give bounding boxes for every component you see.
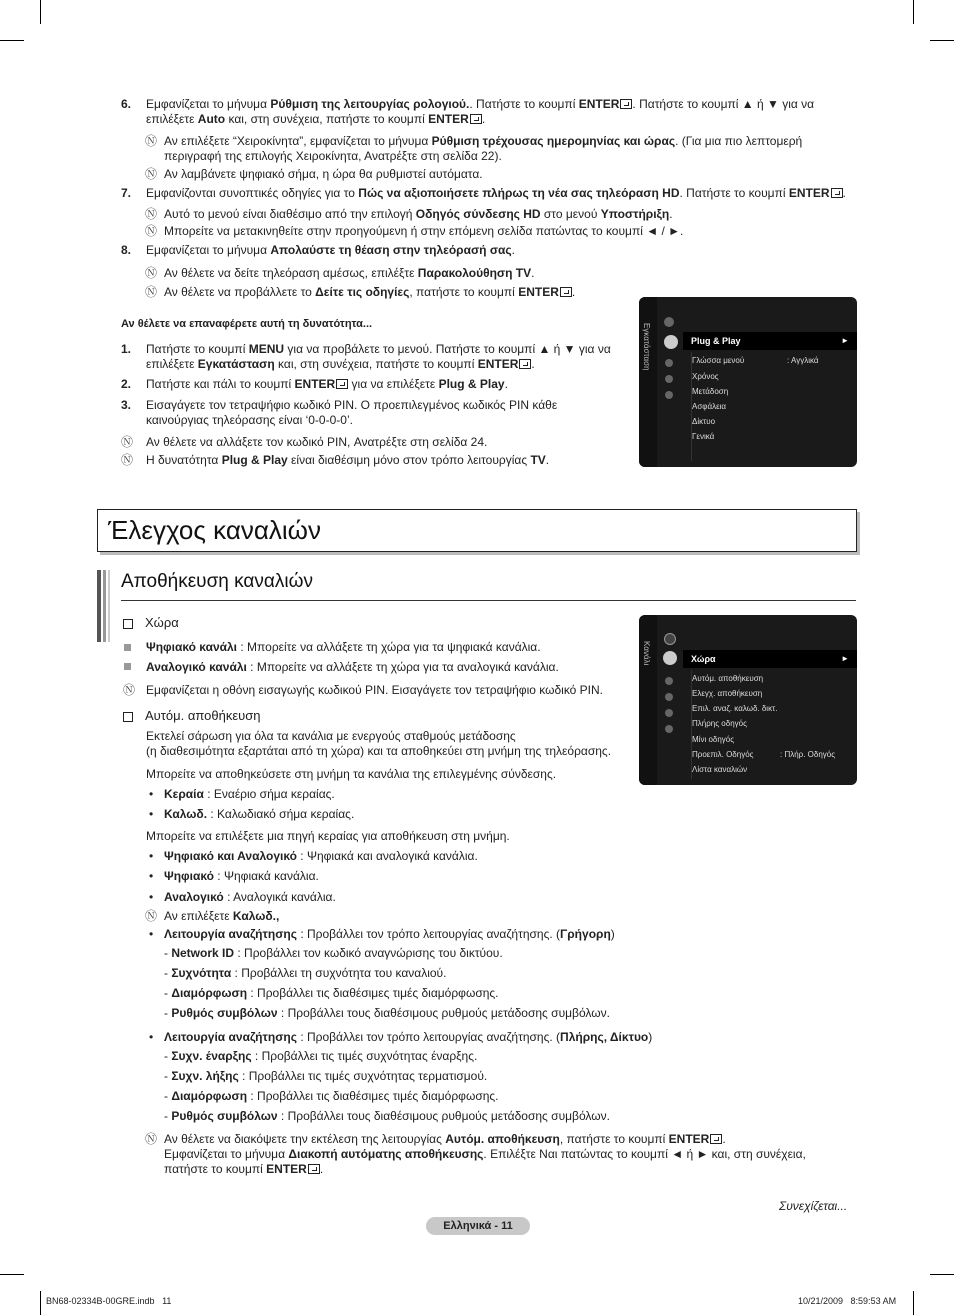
type-item: Ψηφιακό και Αναλογικό : Ψηφιακά και αναλογικά κανάλια. bbox=[164, 849, 478, 863]
search-sub-item: - Ρυθμός συμβόλων : Προβάλλει τους διαθέσιμους ρυθμούς μετάδοσης συμβόλων. bbox=[164, 1109, 610, 1123]
channel-icon bbox=[663, 651, 677, 665]
note-text: Αυτό το μενού είναι διαθέσιμο από την επιλογή Οδηγός σύνδεσης HD στο μενού Υποστήριξη. bbox=[164, 207, 673, 221]
source-item: Κεραία : Εναέριο σήμα κεραίας. bbox=[164, 787, 335, 801]
crop-mark bbox=[40, 1291, 41, 1315]
enter-icon bbox=[519, 359, 531, 369]
step-number: 1. bbox=[121, 342, 132, 356]
note-text: Αν λαμβάνετε ψηφιακό σήμα, η ώρα θα ρυθμιστεί αυτόματα. bbox=[164, 167, 483, 181]
note-text: Η δυνατότητα Plug & Play είναι διαθέσιμη μόνο στον τρόπο λειτουργίας TV. bbox=[146, 453, 550, 467]
enter-icon bbox=[620, 99, 632, 109]
page-number: Ελληνικά - 11 bbox=[426, 1217, 530, 1235]
crop-mark bbox=[0, 1274, 24, 1275]
osd-item[interactable]: Προεπιλ. Οδηγός : Πλήρ. Οδηγός bbox=[692, 750, 836, 759]
note-icon: Ⓝ bbox=[145, 1132, 158, 1146]
country-note: Εμφανίζεται η οθόνη εισαγωγής κωδικού PIN. Εισαγάγετε τον τετραψήφιο κωδικό PIN. bbox=[146, 683, 604, 697]
step-number: 8. bbox=[121, 243, 132, 257]
crop-mark bbox=[0, 40, 24, 41]
osd-item[interactable]: Γενικά bbox=[692, 432, 715, 441]
enter-icon bbox=[560, 287, 572, 297]
note-icon: Ⓝ bbox=[145, 266, 158, 280]
osd-item[interactable]: Μετάδοση bbox=[692, 387, 729, 396]
osd-item[interactable]: Επιλ. αναζ. καλωδ. δικτ. bbox=[692, 704, 778, 713]
search-sub-item: - Διαμόρφωση : Προβάλλει τις διαθέσιμες τιμές διαμόρφωσης. bbox=[164, 986, 499, 1000]
footer-file: BN68-02334B-00GRE.indb 11 bbox=[46, 1296, 172, 1306]
note-icon: Ⓝ bbox=[121, 435, 134, 449]
auto-desc: Μπορείτε να αποθηκεύσετε στη μνήμη τα κανάλια της επιλεγμένης σύνδεσης. bbox=[146, 767, 557, 781]
bullet-dot: • bbox=[149, 1030, 154, 1044]
enter-icon bbox=[336, 379, 348, 389]
note-icon: Ⓝ bbox=[145, 224, 158, 238]
search-mode: Λειτουργία αναζήτησης : Προβάλλει τον τρόπο λειτουργίας αναζήτησης. (Γρήγορη) bbox=[164, 927, 615, 941]
crop-mark bbox=[930, 40, 954, 41]
bullet-dot: • bbox=[149, 807, 154, 821]
auto-desc: Μπορείτε να επιλέξετε μια πηγή κεραίας για αποθήκευση στη μνήμη. bbox=[146, 829, 510, 843]
osd-side-label: Εγκατάσταση bbox=[642, 323, 651, 371]
continued-label: Συνεχίζεται... bbox=[779, 1199, 848, 1213]
enter-icon bbox=[308, 1164, 320, 1174]
menu-icon bbox=[664, 317, 674, 327]
osd-side-label: Κανάλι bbox=[642, 641, 651, 666]
osd-item[interactable]: Δίκτυο bbox=[692, 417, 716, 426]
auto-heading: Αυτόμ. αποθήκευση bbox=[145, 708, 261, 723]
note-text: Αν θέλετε να αλλάξετε τον κωδικό PIN, Ανατρέξτε στη σελίδα 24. bbox=[146, 435, 488, 449]
bullet-dot: • bbox=[149, 869, 154, 883]
crop-mark bbox=[40, 0, 41, 24]
note-icon: Ⓝ bbox=[123, 683, 136, 697]
subtitle-bar bbox=[97, 570, 101, 642]
osd-item[interactable]: Γλώσσα μενού : Αγγλικά bbox=[692, 356, 819, 365]
enter-icon bbox=[710, 1134, 722, 1144]
subtitle-bar bbox=[108, 570, 110, 642]
bullet-square bbox=[124, 644, 131, 651]
channel-icon bbox=[665, 359, 673, 367]
osd-item[interactable]: Λίστα καναλιών bbox=[692, 765, 748, 774]
note-text: Αν επιλέξετε “Χειροκίνητα”, εμφανίζεται το μήνυμα Ρύθμιση τρέχουσας ημερομηνίας και ώρας. (Για μια πιο λεπτομερή περιγραφή της επιλογής Χειροκίνητα, Ανατρέξτε στη σελίδα 22). bbox=[164, 134, 803, 163]
arrow-right-icon: ► bbox=[841, 654, 849, 663]
note-icon: Ⓝ bbox=[145, 207, 158, 221]
bullet-square bbox=[124, 663, 131, 670]
subtitle-bar bbox=[103, 570, 106, 642]
country-bullet: Ψηφιακό κανάλι : Μπορείτε να αλλάξετε τη χώρα για τα ψηφιακά κανάλια. bbox=[146, 640, 541, 654]
note-text: Μπορείτε να μετακινηθείτε στην προηγούμενη ή στην επόμενη σελίδα πατώντας το κουμπί ◄ / ►. bbox=[164, 224, 684, 238]
note-icon: Ⓝ bbox=[145, 167, 158, 181]
picture-icon bbox=[665, 709, 673, 717]
note-icon: Ⓝ bbox=[145, 909, 158, 923]
search-sub-item: - Συχνότητα : Προβάλλει τη συχνότητα του καναλιού. bbox=[164, 966, 447, 980]
search-sub-item: - Διαμόρφωση : Προβάλλει τις διαθέσιμες τιμές διαμόρφωσης. bbox=[164, 1089, 499, 1103]
enter-icon bbox=[831, 188, 843, 198]
type-item: Αναλογικό : Αναλογικά κανάλια. bbox=[164, 890, 336, 904]
crop-mark bbox=[913, 1291, 914, 1315]
bullet-dot: • bbox=[149, 787, 154, 801]
bullet-dot: • bbox=[149, 849, 154, 863]
country-bullet: Αναλογικό κανάλι : Μπορείτε να αλλάξετε τη χώρα για τα αναλογικά κανάλια. bbox=[146, 660, 559, 674]
note-icon: Ⓝ bbox=[121, 453, 134, 467]
osd-item[interactable]: Ελεγχ. αποθήκευση bbox=[692, 689, 763, 698]
osd-channel-menu bbox=[639, 615, 857, 785]
input-icon bbox=[665, 693, 673, 701]
checkbox-icon bbox=[123, 619, 133, 629]
cable-note: Αν επιλέξετε Καλωδ., bbox=[164, 909, 280, 923]
step-text: Εμφανίζεται το μήνυμα Απολαύστε τη θέαση στην τηλεόρασή σας. bbox=[146, 243, 516, 257]
crop-mark bbox=[930, 1274, 954, 1275]
step-text: Εμφανίζονται συνοπτικές οδηγίες για το Πώς να αξιοποιήσετε πλήρως τη νέα σας τηλεόραση HD. Πατήστε το κουμπί ENTER . bbox=[146, 186, 846, 200]
type-item: Ψηφιακό : Ψηφιακά κανάλια. bbox=[164, 869, 319, 883]
section-title-box bbox=[97, 509, 857, 552]
gear-icon bbox=[664, 335, 678, 349]
sub-title: Αποθήκευση καναλιών bbox=[121, 571, 313, 592]
osd-item[interactable]: Αυτόμ. αποθήκευση bbox=[692, 674, 764, 683]
input-icon bbox=[665, 375, 673, 383]
step-number: 2. bbox=[121, 377, 132, 391]
source-item: Καλωδ. : Καλωδιακό σήμα κεραίας. bbox=[164, 807, 355, 821]
osd-selected-item[interactable]: Χώρα ► bbox=[683, 650, 857, 668]
help-icon bbox=[665, 391, 673, 399]
step-number: 3. bbox=[121, 398, 132, 412]
note-icon: Ⓝ bbox=[145, 134, 158, 148]
osd-item[interactable]: Μίνι οδηγός bbox=[692, 735, 735, 744]
search-mode: Λειτουργία αναζήτησης : Προβάλλει τον τρόπο λειτουργίας αναζήτησης. (Πλήρης, Δίκτυο) bbox=[164, 1030, 653, 1044]
checkbox-icon bbox=[123, 712, 133, 722]
footer-timestamp: 10/21/2009 8:59:53 AM bbox=[798, 1296, 897, 1306]
step-number: 6. bbox=[121, 97, 132, 111]
enter-icon bbox=[470, 114, 482, 124]
search-sub-item: - Συχν. λήξης : Προβάλλει τις τιμές συχνότητας τερματισμού. bbox=[164, 1069, 488, 1083]
auto-desc: Εκτελεί σάρωση για όλα τα κανάλια με ενεργούς σταθμούς μετάδοσης (η διαθεσιμότητα εξαρτάται από τη χώρα) και τα αποθηκεύει στη μνήμη της τηλεόρασης. bbox=[146, 729, 612, 758]
step-number: 7. bbox=[121, 186, 132, 200]
osd-item[interactable]: Πλήρης οδηγός bbox=[692, 719, 747, 728]
osd-setup-menu bbox=[639, 297, 857, 467]
bullet-dot: • bbox=[149, 927, 154, 941]
osd-selected-item[interactable]: Plug & Play ► bbox=[683, 332, 857, 350]
gear-icon bbox=[665, 677, 673, 685]
note-text: Αν θέλετε να δείτε τηλεόραση αμέσως, επιλέξτε Παρακολούθηση TV. bbox=[164, 266, 535, 280]
subtitle-rule bbox=[121, 600, 856, 601]
crop-mark bbox=[913, 0, 914, 24]
step-text: Πατήστε το κουμπί MENU για να προβάλετε το μενού. Πατήστε το κουμπί ▲ ή ▼ για να επιλέξετε Εγκατάσταση και, στη συνέχεια, πατήστε το κουμπί ENTER . bbox=[146, 342, 611, 371]
stop-note: Αν θέλετε να διακόψετε την εκτέλεση της λειτουργίας Αυτόμ. αποθήκευση, πατήστε το κουμπί ENTER . Εμφανίζεται το μήνυμα Διακοπή αυτόματης αποθήκευσης. Επιλέξτε Ναι πατώντας το κουμπί ◄ ή ► και, στη συνέχεια, πατήστε το κουμπί ENTER . bbox=[164, 1132, 806, 1176]
section-title: Έλεγχος καναλιών bbox=[108, 515, 321, 545]
bullet-dot: • bbox=[149, 890, 154, 904]
step-text: Εισαγάγετε τον τετραψήφιο κωδικό PIN. Ο προεπιλεγμένος κωδικός PIN κάθε καινούργιας τηλεόρασης είναι ‘0-0-0-0’. bbox=[146, 398, 558, 427]
osd-item[interactable]: Χρόνος bbox=[692, 372, 719, 381]
note-icon: Ⓝ bbox=[145, 285, 158, 299]
step-text: Εμφανίζεται το μήνυμα Ρύθμιση της λειτουργίας ρολογιού.. Πατήστε το κουμπί ENTER . Πατήστε το κουμπί ▲ ή ▼ για να επιλέξετε Auto και, στη συνέχεια, πατήστε το κουμπί ENTER . bbox=[146, 97, 815, 126]
restore-heading: Αν θέλετε να επαναφέρετε αυτή τη δυνατότητα... bbox=[121, 318, 373, 330]
arrow-right-icon: ► bbox=[841, 336, 849, 345]
country-heading: Χώρα bbox=[145, 615, 179, 630]
search-sub-item: - Συχν. έναρξης : Προβάλλει τις τιμές συχνότητας έναρξης. bbox=[164, 1049, 478, 1063]
help-icon bbox=[665, 725, 673, 733]
search-sub-item: - Network ID : Προβάλλει τον κωδικό αναγνώρισης του δικτύου. bbox=[164, 946, 503, 960]
osd-item[interactable]: Ασφάλεια bbox=[692, 402, 727, 411]
note-text: Αν θέλετε να προβάλλετε το Δείτε τις οδηγίες, πατήστε το κουμπί ENTER . bbox=[164, 285, 576, 299]
menu-icon bbox=[664, 633, 676, 645]
search-sub-item: - Ρυθμός συμβόλων : Προβάλλει τους διαθέσιμους ρυθμούς μετάδοσης συμβόλων. bbox=[164, 1006, 610, 1020]
step-text: Πατήστε και πάλι το κουμπί ENTER για να επιλέξετε Plug & Play. bbox=[146, 377, 508, 391]
